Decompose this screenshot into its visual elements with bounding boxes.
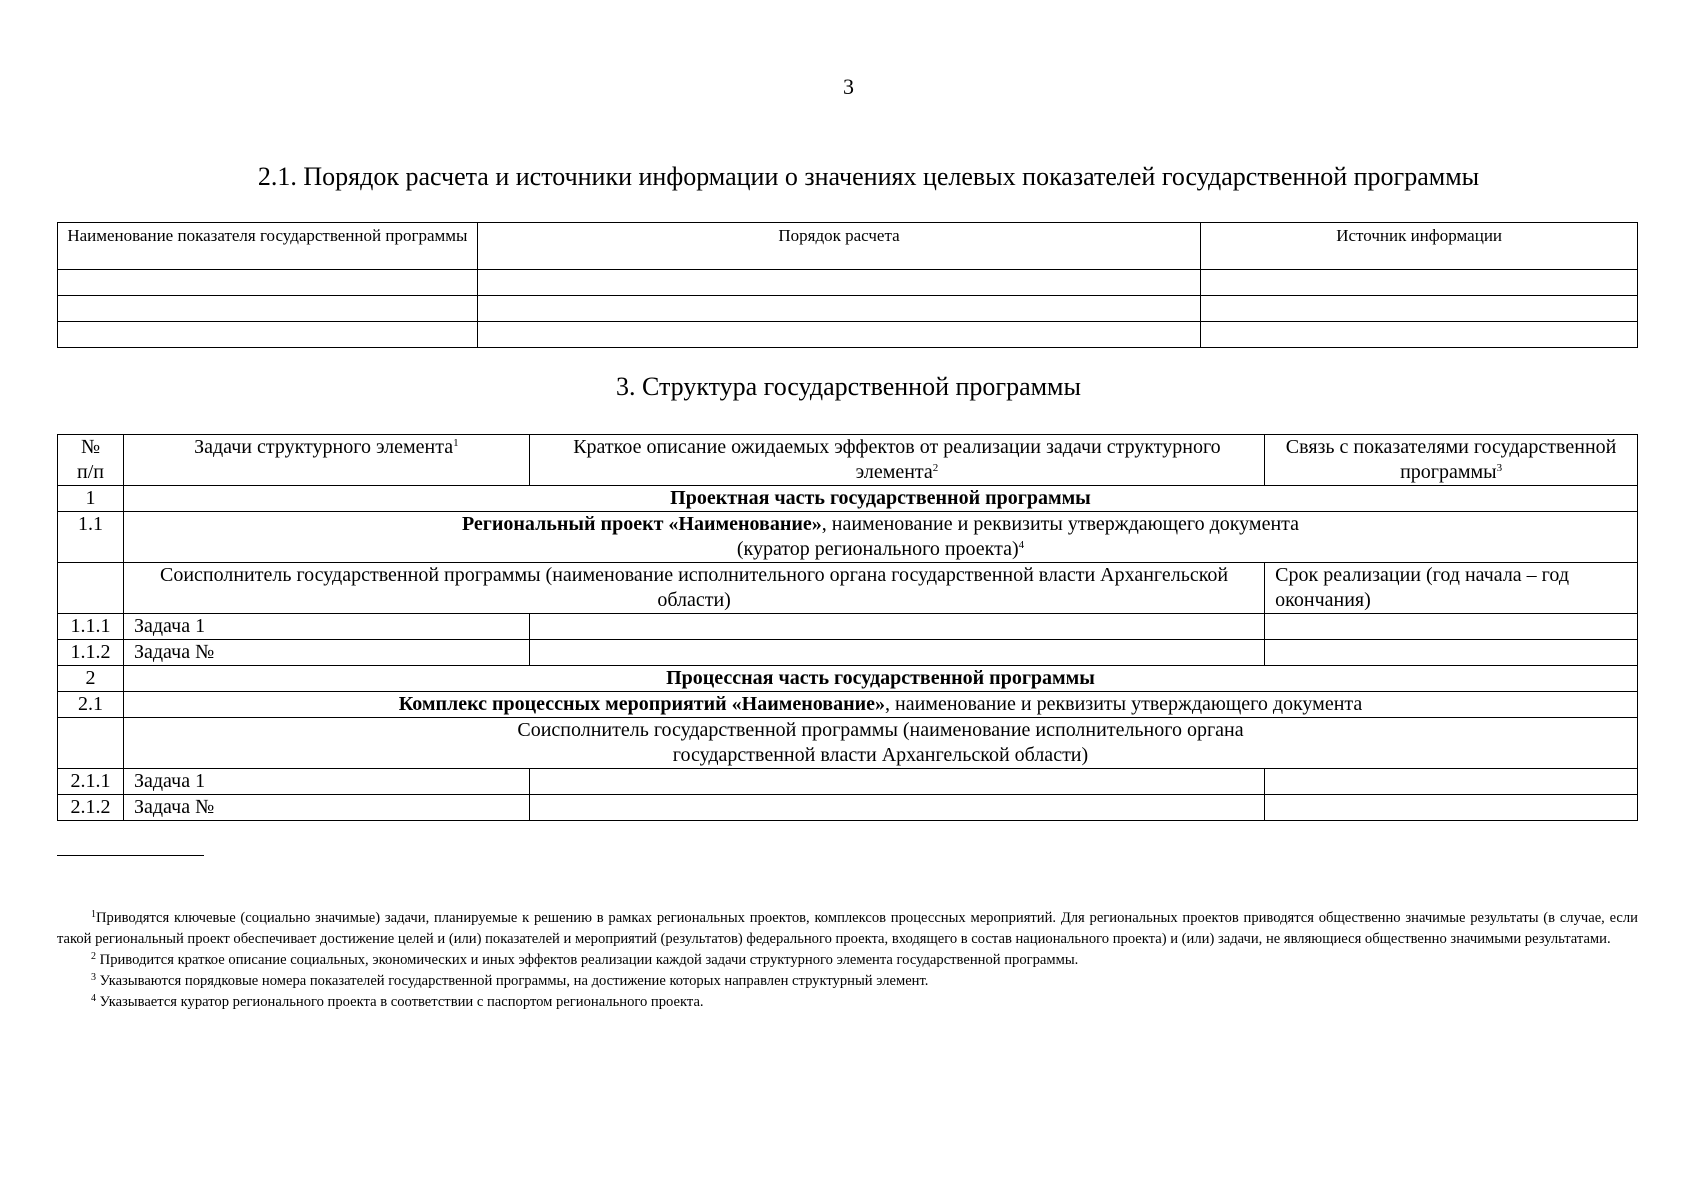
footnote-marker: 3 — [91, 972, 96, 983]
table-row — [58, 795, 1638, 821]
table-cell — [1265, 769, 1638, 795]
table-cell — [58, 270, 478, 296]
co-executor-cell — [123, 718, 1637, 769]
column-header-number — [58, 435, 124, 486]
footnote-ref: 1 — [453, 437, 459, 449]
indicator-link-label: Связь с показателями государственной программы — [1285, 436, 1617, 483]
co-executor-cell: Соисполнитель государственной программы (наименование исполнительного органа государственной власти Архангельской области) — [123, 563, 1264, 614]
task-cell: Задача № — [123, 640, 529, 666]
table-row — [58, 769, 1638, 795]
footnote-4 — [57, 992, 1638, 1013]
footnote-text: Приводятся ключевые (социально значимые) задачи, планируемые к решению в рамках региональных проектов, комплексов процессных мероприятий. Для региональных проектов приводятся общественно значимые результаты (в случае, если такой региональный проект обеспечивает достижение целей и (или) показателей и мероприятий (результатов) федерального проекта, входящего в состав национального проекта) и (или) задачи, не являющиеся общественно значимыми результатами. — [57, 910, 1638, 947]
footnote-marker: 1 — [91, 909, 96, 920]
table-cell — [1265, 795, 1638, 821]
task-cell: Задача 1 — [123, 769, 529, 795]
table-row — [58, 718, 1638, 769]
section-heading-cell — [123, 666, 1637, 692]
co-executor-line: Соисполнитель государственной программы (наименование исполнительного органа — [517, 719, 1244, 741]
table-row — [58, 614, 1638, 640]
table-row — [58, 322, 1638, 348]
footnote-ref: 4 — [1018, 539, 1025, 551]
row-number: 1.1.2 — [58, 640, 124, 666]
regional-project-curator: (куратор регионального проекта) — [736, 538, 1019, 560]
tasks-label: Задачи структурного элемента — [194, 436, 454, 458]
column-header-information-source: Источник информации — [1201, 223, 1638, 270]
implementation-term-cell: Срок реализации (год начала – год окончания) — [1265, 563, 1638, 614]
table-header-row — [58, 223, 1638, 270]
footnote-marker: 2 — [91, 951, 96, 962]
table-cell — [529, 769, 1264, 795]
effects-label: Краткое описание ожидаемых эффектов от реализации задачи структурного элемента — [573, 436, 1221, 483]
task-cell: Задача № — [123, 795, 529, 821]
regional-project-cell — [123, 512, 1637, 563]
process-complex-cell — [123, 692, 1637, 718]
table-cell — [529, 614, 1264, 640]
column-header-tasks — [123, 435, 529, 486]
table-row — [58, 512, 1638, 563]
section-2-1-title: 2.1. Порядок расчета и источники информации о значениях целевых показателей государственной программы — [257, 162, 1480, 191]
indicators-calculation-table — [57, 222, 1638, 348]
footnote-text: Указываются порядковые номера показателей государственной программы, на достижение которых направлен структурный элемент. — [96, 973, 929, 989]
table-row — [58, 640, 1638, 666]
table-cell — [529, 795, 1264, 821]
co-executor-line: государственной власти Архангельской области) — [672, 744, 1089, 766]
process-complex-name: Комплекс процессных мероприятий «Наименование» — [398, 693, 885, 715]
table-cell — [529, 640, 1264, 666]
footnotes — [57, 908, 1638, 1013]
column-header-indicator-name: Наименование показателя государственной программы — [58, 223, 478, 270]
row-number: 2 — [58, 666, 124, 692]
footnote-separator — [57, 855, 204, 856]
table-cell — [477, 270, 1200, 296]
table-cell — [58, 296, 478, 322]
table-cell — [58, 718, 124, 769]
table-cell — [1201, 270, 1638, 296]
column-header-calculation-order: Порядок расчета — [477, 223, 1200, 270]
regional-project-name: Региональный проект «Наименование» — [461, 513, 822, 535]
process-complex-details: , наименование и реквизиты утверждающего документа — [885, 693, 1363, 715]
footnote-text: Указывается куратор регионального проекта в соответствии с паспортом регионального проекта. — [96, 994, 704, 1010]
number-abbr: п/п — [77, 461, 104, 483]
regional-project-details: , наименование и реквизиты утверждающего документа — [821, 513, 1300, 535]
section-3-title: 3. Структура государственной программы — [616, 372, 1081, 401]
table-row — [58, 486, 1638, 512]
table-cell — [58, 563, 124, 614]
row-number: 2.1 — [58, 692, 124, 718]
footnote-text: Приводится краткое описание социальных, экономических и иных эффектов реализации каждой задачи структурного элемента государственной программы. — [96, 952, 1079, 968]
row-number: 1.1.1 — [58, 614, 124, 640]
table-cell — [1201, 322, 1638, 348]
project-part-heading: Проектная часть государственной программы — [670, 487, 1091, 509]
row-number: 1 — [58, 486, 124, 512]
section-heading-cell — [123, 486, 1637, 512]
row-number: 2.1.2 — [58, 795, 124, 821]
table-row — [58, 296, 1638, 322]
program-structure-table — [57, 434, 1638, 821]
footnote-ref: 3 — [1496, 462, 1503, 474]
table-row — [58, 563, 1638, 614]
column-header-effects — [529, 435, 1264, 486]
page-number: 3 — [843, 74, 854, 99]
process-part-heading: Процессная часть государственной программы — [666, 667, 1095, 689]
footnote-marker: 4 — [91, 993, 96, 1004]
table-row — [58, 666, 1638, 692]
table-header-row — [58, 435, 1638, 486]
table-row — [58, 692, 1638, 718]
column-header-indicator-link — [1265, 435, 1638, 486]
table-cell — [58, 322, 478, 348]
table-cell — [477, 322, 1200, 348]
task-cell: Задача 1 — [123, 614, 529, 640]
footnote-ref: 2 — [932, 462, 939, 474]
footnote-1 — [57, 908, 1638, 950]
table-cell — [1265, 640, 1638, 666]
table-cell — [477, 296, 1200, 322]
number-sign: № — [80, 436, 101, 458]
row-number: 1.1 — [58, 512, 124, 563]
footnote-2 — [57, 950, 1638, 971]
footnote-3 — [57, 971, 1638, 992]
row-number: 2.1.1 — [58, 769, 124, 795]
table-cell — [1201, 296, 1638, 322]
table-row — [58, 270, 1638, 296]
table-cell — [1265, 614, 1638, 640]
